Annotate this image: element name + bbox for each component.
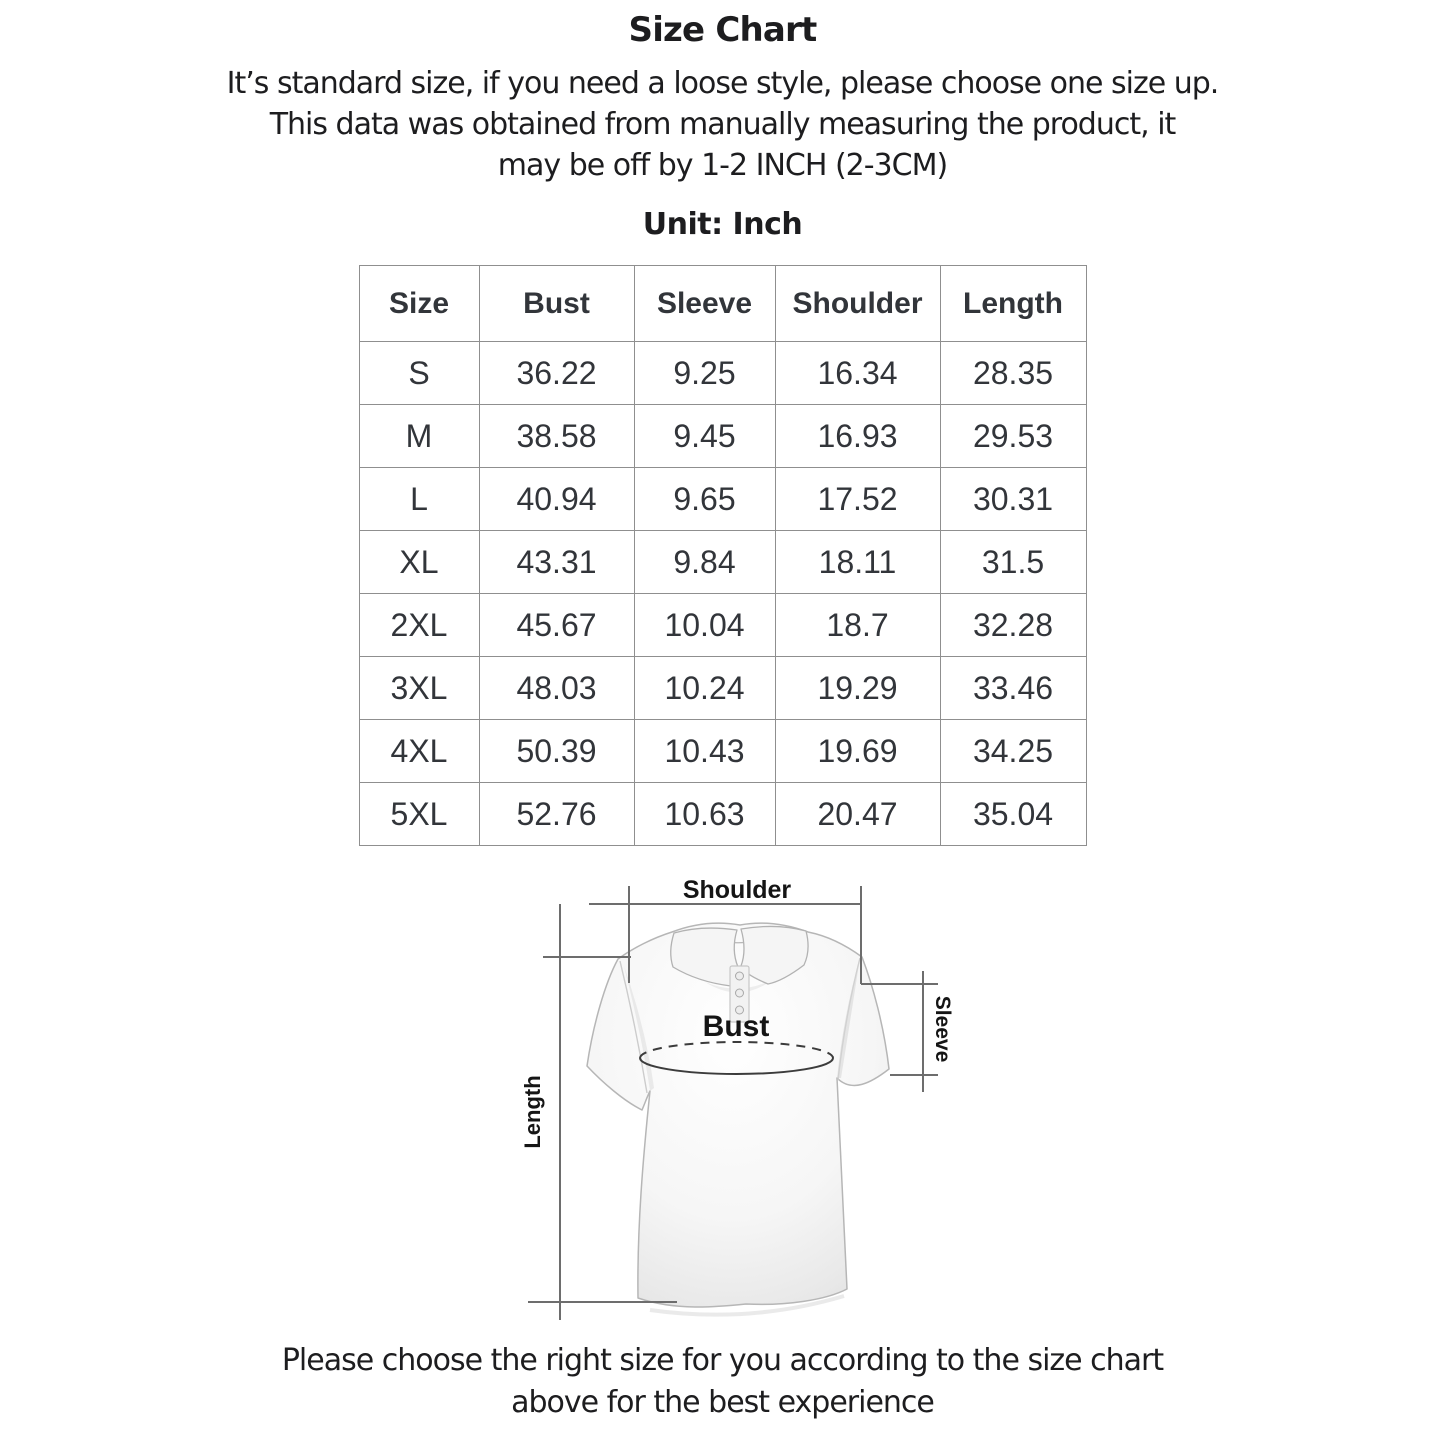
table-row <box>359 468 1086 531</box>
table-cell: 19.29 <box>775 657 940 720</box>
table-cell: 30.31 <box>940 468 1086 531</box>
table-cell: 16.34 <box>775 342 940 405</box>
unit-label: Unit: Inch <box>642 207 803 242</box>
size-cell: 5XL <box>359 783 479 846</box>
table-cell: 10.63 <box>634 783 775 846</box>
size-cell: 3XL <box>359 657 479 720</box>
table-cell: 9.25 <box>634 342 775 405</box>
table-cell: 31.5 <box>940 531 1086 594</box>
intro-line-2: This data was obtained from manually measuring the product, it <box>269 107 1176 142</box>
table-cell: 40.94 <box>479 468 634 531</box>
table-cell: 34.25 <box>940 720 1086 783</box>
shoulder-label: Shoulder <box>682 876 792 904</box>
polo-shirt-illustration <box>587 923 889 1315</box>
size-cell: 2XL <box>359 594 479 657</box>
button <box>736 972 744 980</box>
size-cell: M <box>359 405 479 468</box>
table-cell: 19.69 <box>775 720 940 783</box>
button <box>736 989 744 997</box>
table-cell: 33.46 <box>940 657 1086 720</box>
table-cell: 16.93 <box>775 405 940 468</box>
table-cell: 50.39 <box>479 720 634 783</box>
table-row <box>359 531 1086 594</box>
table-cell: 9.45 <box>634 405 775 468</box>
table-cell: 10.43 <box>634 720 775 783</box>
page-title: Size Chart <box>628 10 817 50</box>
column-header-bust: Bust <box>479 266 634 342</box>
table-cell: 45.67 <box>479 594 634 657</box>
intro-text <box>0 63 1445 186</box>
intro-line-1: It’s standard size, if you need a loose style, please choose one size up. <box>226 66 1219 101</box>
table-cell: 10.04 <box>634 594 775 657</box>
table-cell: 38.58 <box>479 405 634 468</box>
bust-label: Bust <box>702 1010 770 1043</box>
table-row <box>359 342 1086 405</box>
table-header-row <box>359 266 1086 342</box>
footer-line-1: Please choose the right size for you according to the size chart <box>281 1343 1164 1378</box>
table-cell: 36.22 <box>479 342 634 405</box>
measurement-diagram <box>500 862 1000 1322</box>
table-cell: 18.7 <box>775 594 940 657</box>
size-cell: L <box>359 468 479 531</box>
size-diagram-svg <box>500 862 1000 1322</box>
sleeve-label: Sleeve <box>931 995 954 1063</box>
table-row <box>359 405 1086 468</box>
table-cell: 17.52 <box>775 468 940 531</box>
table-cell: 29.53 <box>940 405 1086 468</box>
size-cell: 4XL <box>359 720 479 783</box>
length-label: Length <box>520 1075 545 1149</box>
table-cell: 32.28 <box>940 594 1086 657</box>
column-header-length: Length <box>940 266 1086 342</box>
column-header-sleeve: Sleeve <box>634 266 775 342</box>
column-header-size: Size <box>359 266 479 342</box>
table-cell: 18.11 <box>775 531 940 594</box>
column-header-shoulder: Shoulder <box>775 266 940 342</box>
table-cell: 52.76 <box>479 783 634 846</box>
table-cell: 9.65 <box>634 468 775 531</box>
table-row <box>359 720 1086 783</box>
size-cell: S <box>359 342 479 405</box>
table-row <box>359 594 1086 657</box>
table-row <box>359 657 1086 720</box>
footer-line-2: above for the best experience <box>511 1385 934 1420</box>
table-cell: 20.47 <box>775 783 940 846</box>
table-row <box>359 783 1086 846</box>
table-cell: 48.03 <box>479 657 634 720</box>
footer-text <box>0 1340 1445 1424</box>
table-cell: 9.84 <box>634 531 775 594</box>
table-cell: 28.35 <box>940 342 1086 405</box>
table-cell: 43.31 <box>479 531 634 594</box>
intro-line-3: may be off by 1-2 INCH (2-3CM) <box>497 148 948 183</box>
size-cell: XL <box>359 531 479 594</box>
table-cell: 10.24 <box>634 657 775 720</box>
size-table <box>359 265 1087 846</box>
table-cell: 35.04 <box>940 783 1086 846</box>
